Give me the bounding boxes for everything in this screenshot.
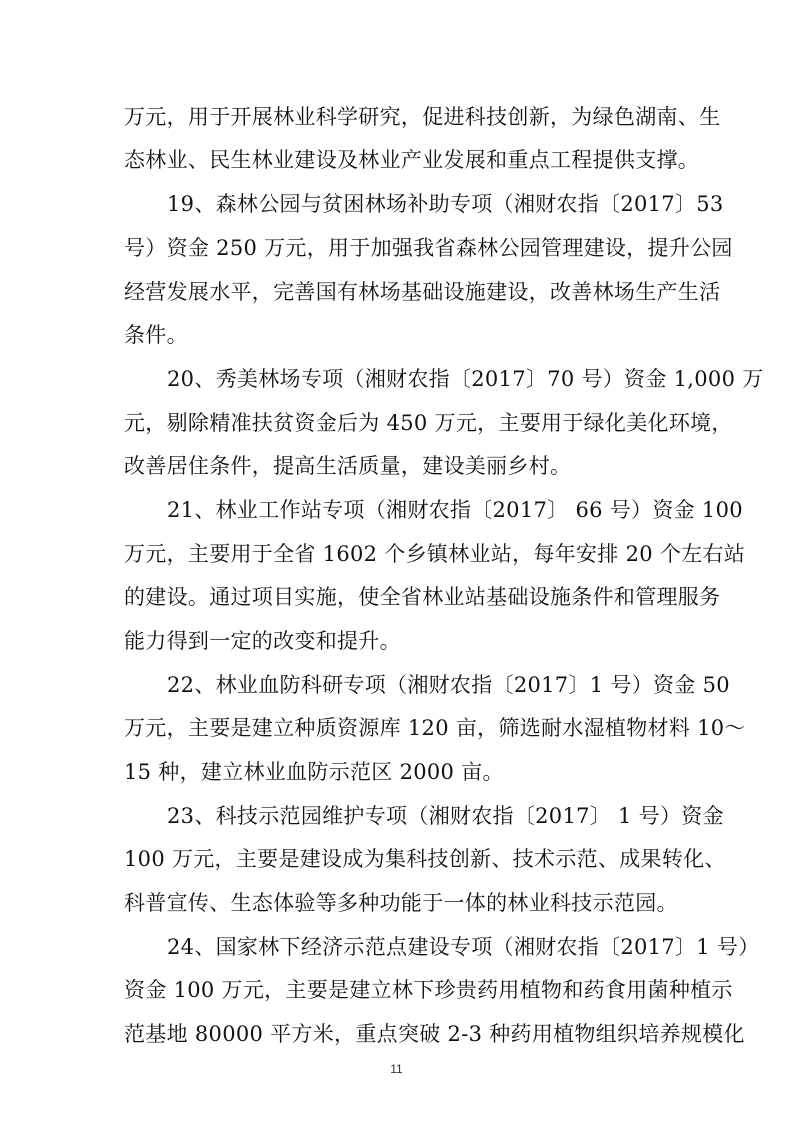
body-text-line: 科普宣传、生态体验等多种功能于一体的林业科技示范园。 [124,891,678,915]
body-text-line: 100 万元，主要是建设成为集科技创新、技术示范、成果转化、 [124,847,726,871]
paragraph-22-first-line: 22、林业血防科研专项（湘财农指〔2017〕1 号）资金 50 [167,673,730,697]
body-text-line: 万元，用于开展林业科学研究，促进科技创新，为绿色湖南、生 [124,105,721,129]
body-text-line: 改善居住条件，提高生活质量，建设美丽乡村。 [124,454,572,478]
body-text-line: 15 种，建立林业血防示范区 2000 亩。 [124,760,504,784]
body-text-line: 资金 100 万元，主要是建立林下珍贵药用植物和药食用菌种植示 [124,978,733,1002]
body-text-line: 态林业、民生林业建设及林业产业发展和重点工程提供支撑。 [124,148,700,172]
paragraph-24-first-line: 24、国家林下经济示范点建设专项（湘财农指〔2017〕1 号） [167,935,760,959]
body-text-line: 能力得到一定的改变和提升。 [124,629,401,653]
paragraph-19-first-line: 19、森林公园与贫困林场补助专项（湘财农指〔2017〕53 [167,192,724,216]
body-text-line: 范基地 80000 平方米，重点突破 2-3 种药用植物组织培养规模化 [124,1022,745,1046]
body-text-line: 条件。 [124,323,188,347]
paragraph-20-first-line: 20、秀美林场专项（湘财农指〔2017〕70 号）资金 1,000 万 [167,367,764,391]
body-text-line: 的建设。通过项目实施，使全省林业站基础设施条件和管理服务 [124,585,721,609]
body-text-line: 经营发展水平，完善国有林场基础设施建设，改善林场生产生活 [124,280,721,304]
body-text-line: 元，剔除精准扶贫资金后为 450 万元，主要用于绿化美化环境， [124,411,733,435]
paragraph-23-first-line: 23、科技示范园维护专项（湘财农指〔2017〕 1 号）资金 [167,804,724,828]
page-number: 11 [390,1062,403,1076]
body-text-line: 号）资金 250 万元，用于加强我省森林公园管理建设，提升公园 [124,236,733,260]
body-text-line: 万元，主要是建立种质资源库 120 亩，筛选耐水湿植物材料 10～ [124,716,746,740]
paragraph-21-first-line: 21、林业工作站专项（湘财农指〔2017〕 66 号）资金 100 [167,498,743,522]
body-text-line: 万元，主要用于全省 1602 个乡镇林业站，每年安排 20 个左右站 [124,542,746,566]
